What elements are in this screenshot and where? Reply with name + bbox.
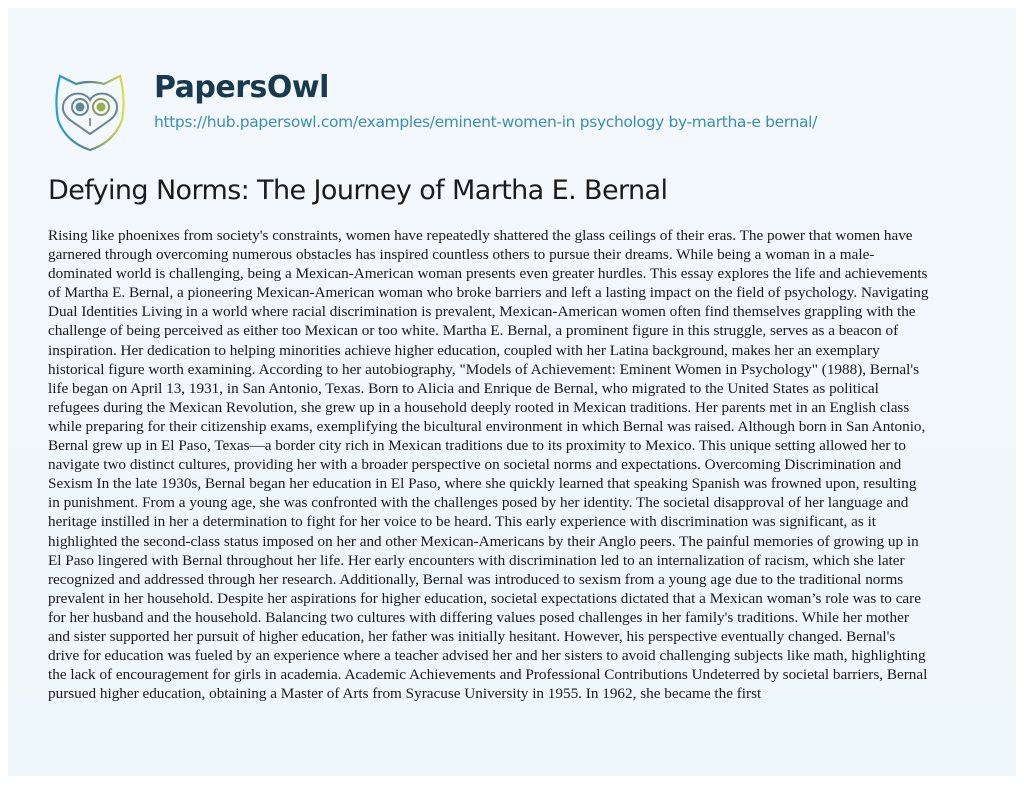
essay-body: [48, 226, 1008, 703]
essay-line: pursued higher education, obtaining a Master of Arts from Syracuse University in 1955. In 1962, she became the first: [48, 685, 762, 703]
essay-line: heritage instilled in her a determination to fight for her voice to be heard. This early experience with discrimination was significant, as it: [48, 513, 877, 531]
essay-line: challenge of being perceived as either too Mexican or too white. Martha E. Bernal, a prominent figure in this struggle, serves as a beacon of: [48, 322, 899, 340]
document-page: [8, 8, 1016, 776]
essay-line: dominated world is challenging, being a Mexican-American woman presents even greater hurdles. This essay explores the life and achievements: [48, 265, 928, 283]
essay-line: El Paso lingered with Bernal throughout her life. Her early encounters with discrimination led to an internalization of racism, which she later: [48, 551, 905, 569]
essay-line: while preparing for their citizenship exams, exemplifying the bicultural environment in which Bernal was raised. Although born in San Antonio,: [48, 417, 926, 435]
essay-line: Rising like phoenixes from society's constraints, women have repeatedly shattered the glass ceilings of their eras. The power that women have: [48, 227, 913, 244]
essay-title: Defying Norms: The Journey of Martha E. Bernal: [48, 175, 668, 206]
essay-line: historical figure worth examining. According to her autobiography, "Models of Achievement: Eminent Women in Psychology" (1988), Bernal's: [48, 360, 919, 378]
essay-line: Bernal grew up in El Paso, Texas—a border city rich in Mexican traditions due to its proximity to Mexico. This unique setting allowed her to: [48, 437, 906, 455]
essay-line: and sister supported her pursuit of higher education, her father was initially hesitant. However, his perspective eventually changed. Bernal's: [48, 627, 896, 645]
source-url-link[interactable]: https://hub.papersowl.com/examples/eminent-women-in psychology by-martha-e bernal/: [154, 113, 817, 131]
essay-line: drive for education was fueled by an experience where a teacher advised her and her sisters to avoid challenging subjects like math, highlighting: [48, 647, 926, 665]
essay-line: Sexism In the late 1930s, Bernal began her education in El Paso, where she quickly learned that speaking Spanish was frowned upon, resulting: [48, 475, 917, 493]
essay-line: garnered through overcoming numerous obstacles has inspired countless others to pursue their dreams. While being a woman in a male-: [48, 246, 875, 264]
essay-line: in punishment. From a young age, she was confronted with the challenges posed by her identity. The societal disapproval of her language and: [48, 494, 909, 512]
essay-line: prevalent in her household. Despite her aspirations for higher education, societal expectations dictated that a Mexican woman’s role was to care: [48, 589, 921, 607]
essay-line: navigate two distinct cultures, providing her with a broader perspective on societal norms and expectations. Overcoming Discrimination and: [48, 456, 902, 474]
essay-line: of Martha E. Bernal, a pioneering Mexican-American woman who broke barriers and left a lasting impact on the field of psychology. Navigating: [48, 284, 929, 302]
owl-logo-icon: [50, 68, 130, 154]
essay-line: inspiration. Her dedication to helping minorities achieve higher education, coupled with her Latina background, makes her an exemplary: [48, 341, 880, 359]
essay-line: for her husband and the household. Balancing two cultures with differing values posed challenges in her family's traditions. While her mother: [48, 608, 909, 626]
essay-line: the lack of encouragement for girls in academia. Academic Achievements and Professional Contributions Undeterred by societal barriers, Bernal: [48, 666, 928, 684]
essay-line: refugees during the Mexican Revolution, she grew up in a household deeply rooted in Mexican traditions. Her parents met in an English class: [48, 398, 910, 416]
brand-name: PapersOwl: [154, 70, 329, 105]
essay-line: Dual Identities Living in a world where racial discrimination is prevalent, Mexican-American women often find themselves grappling with the: [48, 303, 916, 321]
essay-line: life began on April 13, 1931, in San Antonio, Texas. Born to Alicia and Enrique de Bernal, who migrated to the United States as political: [48, 379, 879, 397]
essay-line: highlighted the second-class status imposed on her and other Mexican-Americans by their Anglo peers. The painful memories of growing up in: [48, 532, 919, 550]
site-header: [8, 8, 1016, 150]
essay-line: recognized and addressed through her research. Additionally, Bernal was introduced to sexism from a young age due to the traditional norms: [48, 570, 904, 588]
